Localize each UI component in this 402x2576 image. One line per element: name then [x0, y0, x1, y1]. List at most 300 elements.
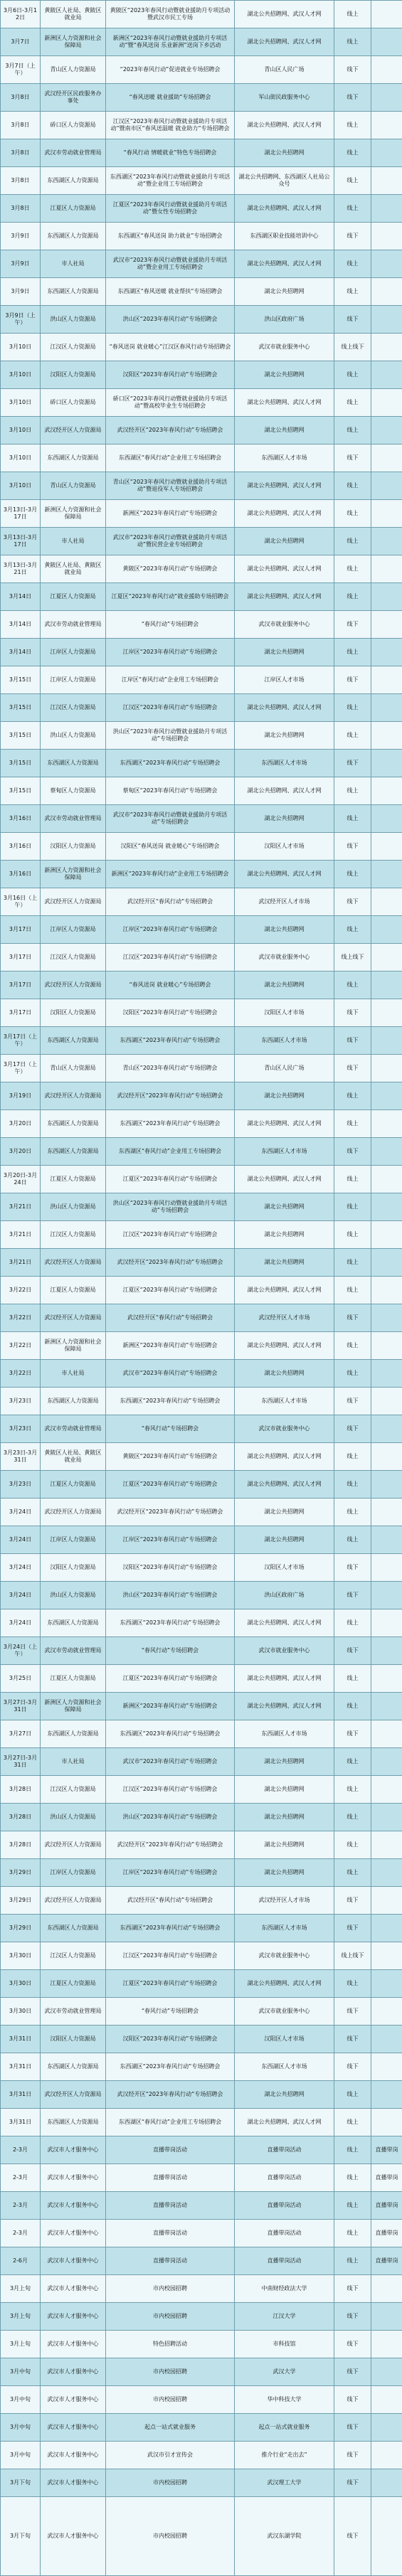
event-date: 3月15日: [1, 694, 41, 722]
event-name: 直播带岗活动: [106, 2192, 235, 2220]
event-date: 3月31日: [1, 2109, 41, 2136]
event-name: 武汉经开区“2023年春风行动”专场招聘会: [106, 2081, 235, 2109]
event-mode: 线上线下: [334, 334, 371, 361]
event-note: [371, 1166, 402, 1193]
event-name: 东西湖区“春风行动”企业用工专场招聘会: [106, 445, 235, 472]
event-note: [371, 1915, 402, 1942]
event-venue: 湖北公共招聘网: [235, 1221, 334, 1249]
table-row: [1, 916, 402, 944]
event-name: 东西湖区“2023年春风行动”专场招聘会: [106, 1915, 235, 1942]
table-row: [1, 1499, 402, 1526]
event-venue: 湖北公共招聘网、武汉人才网: [235, 500, 334, 528]
event-name: 武汉经开区“2023年春风行动”专场招聘会: [106, 417, 235, 445]
event-note: [371, 1304, 402, 1332]
event-name: 江汉区“2023年春风行动暨就业援助月专项活动”暨南市区“春风送温暖 就业助力”专场招聘会: [106, 112, 235, 139]
event-organizer: 武汉市人才服务中心: [41, 2386, 106, 2414]
event-venue: 湖北公共招聘网、东西湖区人社局公众号: [235, 167, 334, 195]
event-note: 直播带岗: [371, 2164, 402, 2192]
event-venue: 湖北公共招聘网、武汉人才网: [235, 583, 334, 611]
event-venue: 湖北公共招聘网: [235, 1831, 334, 1859]
event-note: [371, 1665, 402, 1693]
event-date: 2-3月: [1, 2220, 41, 2247]
event-date: 3月24日: [1, 1582, 41, 1609]
event-mode: 线上: [334, 167, 371, 195]
event-note: [371, 1388, 402, 1415]
event-name: 东西湖区“春风送岗 助力就业”专场招聘会: [106, 223, 235, 250]
event-organizer: 黄陂区人社局、黄陂区就业局: [41, 1, 106, 28]
event-mode: 线下: [334, 611, 371, 639]
event-name: 江岸区“2023年春风行动”专场招聘会: [106, 639, 235, 666]
event-organizer: 武汉市劳动就业管理局: [41, 139, 106, 167]
event-name: 特色招聘活动: [106, 2331, 235, 2358]
event-date: 3月13日-3月21日: [1, 555, 41, 583]
event-note: [371, 944, 402, 972]
event-venue: 湖北公共招聘网: [235, 1249, 334, 1277]
event-mode: 线上: [334, 2220, 371, 2247]
event-date: 3月8日: [1, 112, 41, 139]
event-organizer: 洪山区人力资源局: [41, 306, 106, 334]
table-row: [1, 2136, 402, 2164]
event-date: 2-3月: [1, 2192, 41, 2220]
event-organizer: 武汉市人才服务中心: [41, 2358, 106, 2386]
event-name: 武汉市“2023年春风行动”专场招聘会: [106, 1748, 235, 1776]
event-organizer: 江岸区人力资源局: [41, 1526, 106, 1554]
event-note: [371, 999, 402, 1027]
event-organizer: 新洲区人力资源和社会保障局: [41, 1332, 106, 1360]
event-organizer: 东西湖区人力资源局: [41, 1915, 106, 1942]
event-mode: 线下: [334, 2469, 371, 2497]
event-date: 3月中旬: [1, 2358, 41, 2386]
event-mode: 线下: [334, 306, 371, 334]
table-row: [1, 2247, 402, 2275]
event-mode: 线下: [334, 2386, 371, 2414]
event-venue: 湖北公共招聘网: [235, 278, 334, 306]
event-name: 洪山区“2023年春风行动暨就业援助月专项活动”专场招聘会: [106, 722, 235, 750]
event-organizer: 市人社局: [41, 528, 106, 555]
event-mode: 线下: [334, 1415, 371, 1443]
event-date: 3月30日: [1, 1998, 41, 2026]
event-name: 黄陂区“2023年春风行动暨就业援助月专项活动暨武汉市民工专场: [106, 1, 235, 28]
event-date: 3月14日: [1, 611, 41, 639]
event-organizer: 东西湖区人力资源局: [41, 445, 106, 472]
event-name: 武汉市引才宣传会: [106, 2442, 235, 2469]
event-mode: 线上: [334, 555, 371, 583]
event-note: [371, 2026, 402, 2053]
event-date: 3月15日: [1, 666, 41, 694]
event-venue: 湖北公共招聘网: [235, 528, 334, 555]
event-mode: 线上: [334, 1166, 371, 1193]
event-venue: 青山区人民广场: [235, 1055, 334, 1082]
event-note: [371, 195, 402, 223]
event-date: 3月上旬: [1, 2303, 41, 2331]
event-venue: 东西湖区职业技能培训中心: [235, 223, 334, 250]
event-note: [371, 1804, 402, 1831]
event-mode: 线下: [334, 2358, 371, 2386]
table-row: [1, 1055, 402, 1082]
event-organizer: 洪山区人力资源局: [41, 1193, 106, 1221]
event-venue: 湖北公共招聘网: [235, 1082, 334, 1110]
event-date: 3月8日: [1, 139, 41, 167]
event-name: 东西湖区“2023年春风行动”专场招聘会: [106, 1027, 235, 1055]
event-organizer: 江夏区人力资源局: [41, 1277, 106, 1304]
event-date: 3月22日: [1, 1332, 41, 1360]
event-date: 3月17日（上午）: [1, 1027, 41, 1055]
event-mode: 线下: [334, 2331, 371, 2358]
table-row: [1, 1193, 402, 1221]
event-name: 东西湖区“2023年春风行动”专场招聘会: [106, 2053, 235, 2081]
event-date: 3月17日: [1, 972, 41, 999]
event-name: 江夏区“2023年春风行动”专场招聘会: [106, 1277, 235, 1304]
event-venue: 武汉市就业服务中心: [235, 334, 334, 361]
event-organizer: 东西湖区人力资源局: [41, 1110, 106, 1138]
event-note: [371, 1970, 402, 1998]
event-name: 青山区“2023年春风行动暨就业援助月专项活动”暨退役军人专场招聘会: [106, 472, 235, 500]
event-organizer: 东西湖区人力资源局: [41, 167, 106, 195]
event-note: [371, 2469, 402, 2497]
event-mode: 线上: [334, 1, 371, 28]
event-date: 3月20日: [1, 1110, 41, 1138]
event-date: 3月31日: [1, 2026, 41, 2053]
event-date: 3月21日: [1, 1221, 41, 1249]
event-name: 武汉经开区“2023年春风行动”专场招聘会: [106, 1082, 235, 1110]
table-row: [1, 1277, 402, 1304]
event-date: 3月13日-3月17日: [1, 500, 41, 528]
event-venue: 武汉市就业服务中心: [235, 611, 334, 639]
event-note: [371, 1582, 402, 1609]
table-row: [1, 1526, 402, 1554]
event-mode: 线上: [334, 2192, 371, 2220]
event-note: [371, 112, 402, 139]
table-row: [1, 472, 402, 500]
event-mode: 线下: [334, 1388, 371, 1415]
event-note: [371, 833, 402, 861]
event-venue: 武汉经开区人才市场: [235, 1887, 334, 1915]
table-row: [1, 972, 402, 999]
event-organizer: 汉阳区人力资源局: [41, 833, 106, 861]
table-row: [1, 1776, 402, 1804]
event-organizer: 武汉市人才服务中心: [41, 2247, 106, 2275]
event-organizer: 硚口区人力资源局: [41, 389, 106, 417]
event-date: 3月19日: [1, 1082, 41, 1110]
event-name: 市内校园招聘: [106, 2358, 235, 2386]
table-row: [1, 1443, 402, 1471]
event-name: 直播带岗活动: [106, 2247, 235, 2275]
event-note: [371, 1443, 402, 1471]
table-row: [1, 1942, 402, 1970]
table-row: [1, 500, 402, 528]
event-mode: 线上: [334, 1499, 371, 1526]
table-row: [1, 1332, 402, 1360]
event-venue: 湖北公共招聘网: [235, 1776, 334, 1804]
event-name: 黄陂区“2023年春风行动”专场招聘会: [106, 555, 235, 583]
table-row: [1, 750, 402, 777]
event-mode: 线上: [334, 805, 371, 833]
table-row: [1, 2303, 402, 2331]
event-note: [371, 555, 402, 583]
event-date: 3月21日: [1, 1249, 41, 1277]
event-rows: [1, 1, 402, 2576]
table-row: [1, 2358, 402, 2386]
event-date: 3月10日: [1, 389, 41, 417]
event-date: 3月17日: [1, 916, 41, 944]
event-note: [371, 1720, 402, 1748]
event-venue: 武汉市就业服务中心: [235, 1942, 334, 1970]
table-row: [1, 2164, 402, 2192]
event-name: 东西湖区“2023年春风行动”专场招聘会: [106, 1609, 235, 1637]
event-name: “春风行动 情暖就业”特色专场招聘会: [106, 139, 235, 167]
event-date: 3月23日: [1, 1415, 41, 1443]
event-name: 江夏区“2023年春风行动”就业援助专场招聘会: [106, 583, 235, 611]
event-date: 3月28日: [1, 1831, 41, 1859]
event-organizer: 武汉市人才服务中心: [41, 2331, 106, 2358]
event-date: 3月17日（上午）: [1, 1055, 41, 1082]
event-note: [371, 1609, 402, 1637]
event-date: 3月24日: [1, 1609, 41, 1637]
event-venue: 湖北公共招聘网: [235, 2081, 334, 2109]
event-name: “春风行动”专场招聘会: [106, 1637, 235, 1665]
event-mode: 线上: [334, 777, 371, 805]
event-mode: 线下: [334, 2053, 371, 2081]
table-row: [1, 1720, 402, 1748]
event-date: 3月20日: [1, 1138, 41, 1166]
event-mode: 线下: [334, 1055, 371, 1082]
event-mode: 线上: [334, 1831, 371, 1859]
table-row: [1, 944, 402, 972]
event-note: 直播带岗: [371, 2247, 402, 2275]
table-row: [1, 250, 402, 278]
event-date: 3月16日: [1, 805, 41, 833]
event-note: [371, 417, 402, 445]
event-date: 2-3月: [1, 2136, 41, 2164]
event-name: “春风行动”专场招聘会: [106, 1998, 235, 2026]
event-note: [371, 2331, 402, 2358]
table-row: [1, 1748, 402, 1776]
event-mode: 线上: [334, 528, 371, 555]
event-name: 起点一站式就业服务: [106, 2414, 235, 2442]
event-mode: 线下: [334, 2303, 371, 2331]
table-row: [1, 694, 402, 722]
event-note: [371, 1526, 402, 1554]
event-date: 3月29日: [1, 1915, 41, 1942]
event-note: [371, 2053, 402, 2081]
event-date: 3月22日: [1, 1360, 41, 1388]
event-mode: 线上: [334, 250, 371, 278]
event-date: 3月30日: [1, 1970, 41, 1998]
event-venue: 汉阳区人才市场: [235, 833, 334, 861]
event-venue: 武汉东湖学院: [235, 2497, 334, 2576]
table-row: [1, 1831, 402, 1859]
event-venue: 直播带岗活动: [235, 2136, 334, 2164]
table-row: [1, 2414, 402, 2442]
event-note: [371, 1471, 402, 1499]
event-name: 武汉经开区“春风行动”专场招聘会: [106, 888, 235, 916]
event-date: 3月16日（上午）: [1, 888, 41, 916]
event-mode: 线上: [334, 1249, 371, 1277]
event-date: 3月7日: [1, 28, 41, 56]
event-venue: 武汉经开区人才市场: [235, 1304, 334, 1332]
event-mode: 线上: [334, 389, 371, 417]
event-organizer: 青山区人力资源局: [41, 472, 106, 500]
table-row: [1, 777, 402, 805]
event-date: 3月上旬: [1, 2275, 41, 2303]
event-organizer: 武汉市人才服务中心: [41, 2497, 106, 2576]
event-name: 江汉区“2023年春风行动”专场招聘会: [106, 1942, 235, 1970]
event-mode: 线上: [334, 1859, 371, 1887]
event-mode: 线上: [334, 139, 371, 167]
event-venue: 东西湖区人才市场: [235, 1720, 334, 1748]
table-row: [1, 1110, 402, 1138]
event-organizer: 江岸区人力资源局: [41, 916, 106, 944]
event-note: [371, 139, 402, 167]
event-organizer: 新洲区人力资源和社会保障局: [41, 1693, 106, 1720]
event-mode: 线上: [334, 28, 371, 56]
event-venue: 武汉理工大学: [235, 2469, 334, 2497]
event-organizer: 东西湖区人力资源局: [41, 750, 106, 777]
event-organizer: 江岸区人力资源局: [41, 639, 106, 666]
event-note: [371, 639, 402, 666]
event-organizer: 江汉区人力资源局: [41, 1776, 106, 1804]
event-name: 洪山区“2023年春风行动暨就业援助月专项活动”专场招聘会: [106, 1193, 235, 1221]
event-mode: 线上: [334, 639, 371, 666]
table-row: [1, 805, 402, 833]
table-row: [1, 1637, 402, 1665]
event-note: [371, 2081, 402, 2109]
event-organizer: 武汉经开区人力资源局: [41, 972, 106, 999]
table-row: [1, 2053, 402, 2081]
event-venue: 武汉大学: [235, 2358, 334, 2386]
event-date: 3月中旬: [1, 2414, 41, 2442]
event-mode: 线上: [334, 417, 371, 445]
event-mode: 线上: [334, 1471, 371, 1499]
event-mode: 线上: [334, 1443, 371, 1471]
event-mode: 线下: [334, 84, 371, 112]
event-date: 3月27日: [1, 1720, 41, 1748]
event-name: “春风行动”专场招聘会: [106, 1415, 235, 1443]
event-name: 江岸区“2023年春风行动”专场招聘会: [106, 1859, 235, 1887]
event-organizer: 武汉经开区人力资源局: [41, 1887, 106, 1915]
event-organizer: 武汉市劳动就业管理局: [41, 611, 106, 639]
event-venue: 湖北公共招聘网、武汉人才网: [235, 195, 334, 223]
table-row: [1, 2220, 402, 2247]
event-mode: 线上: [334, 1693, 371, 1720]
table-row: [1, 1582, 402, 1609]
event-organizer: 武汉经开区人力资源局: [41, 888, 106, 916]
event-organizer: 硚口区人力资源局: [41, 112, 106, 139]
event-venue: 湖北公共招聘网: [235, 722, 334, 750]
event-note: [371, 2109, 402, 2136]
event-venue: 湖北公共招聘网: [235, 1804, 334, 1831]
event-date: 3月17日: [1, 999, 41, 1027]
table-row: [1, 639, 402, 666]
event-date: 3月9日: [1, 278, 41, 306]
event-organizer: 江夏区人力资源局: [41, 1665, 106, 1693]
event-date: 3月下旬: [1, 2469, 41, 2497]
table-row: [1, 2109, 402, 2136]
event-organizer: 东西湖区人力资源局: [41, 1027, 106, 1055]
event-venue: 湖北公共招聘网: [235, 1360, 334, 1388]
event-mode: 线下: [334, 888, 371, 916]
event-date: 3月10日: [1, 361, 41, 389]
event-organizer: 蔡甸区人力资源局: [41, 777, 106, 805]
event-venue: 湖北公共招聘网: [235, 639, 334, 666]
event-name: 蔡甸区“2023年春风行动”专场招聘会: [106, 777, 235, 805]
table-row: [1, 999, 402, 1027]
table-row: [1, 833, 402, 861]
event-date: 3月10日: [1, 472, 41, 500]
table-row: [1, 334, 402, 361]
event-venue: 洪山区政府广场: [235, 1582, 334, 1609]
event-name: 东西湖区“2023年春风行动”专场招聘会: [106, 1720, 235, 1748]
event-mode: 线下: [334, 1915, 371, 1942]
table-row: [1, 2026, 402, 2053]
event-name: 江夏区“2023年春风行动”专场招聘会: [106, 1166, 235, 1193]
event-note: [371, 28, 402, 56]
event-date: 3月31日: [1, 2053, 41, 2081]
event-mode: 线下: [334, 750, 371, 777]
event-name: “春风送暖 就业援助”专场招聘会: [106, 84, 235, 112]
event-date: 3月24日: [1, 1554, 41, 1582]
event-mode: 线下: [334, 1304, 371, 1332]
event-date: 3月24日（上午）: [1, 1637, 41, 1665]
event-venue: 湖北公共招聘网、武汉人才网: [235, 1443, 334, 1471]
event-venue: 东西湖区人才市场: [235, 1388, 334, 1415]
event-mode: 线上: [334, 1360, 371, 1388]
event-mode: 线上: [334, 583, 371, 611]
event-mode: 线下: [334, 833, 371, 861]
event-note: [371, 445, 402, 472]
event-organizer: 武汉市人才服务中心: [41, 2164, 106, 2192]
event-note: [371, 500, 402, 528]
table-row: [1, 1249, 402, 1277]
event-name: 武汉经开区“2023年春风行动”专场招聘会: [106, 1249, 235, 1277]
table-row: [1, 528, 402, 555]
event-note: [371, 2442, 402, 2469]
event-venue: 直播带岗活动: [235, 2192, 334, 2220]
event-name: 武汉经开区“春风行动”专场招聘会: [106, 1887, 235, 1915]
event-note: [371, 306, 402, 334]
event-venue: 推介行业“走出去”: [235, 2442, 334, 2469]
event-venue: 湖北公共招聘网、武汉人才网: [235, 555, 334, 583]
event-organizer: 汉阳区人力资源局: [41, 2026, 106, 2053]
event-date: 2-3月: [1, 2164, 41, 2192]
table-row: [1, 56, 402, 84]
table-row: [1, 1138, 402, 1166]
table-row: [1, 666, 402, 694]
event-organizer: 武汉经开区人力资源局: [41, 1831, 106, 1859]
event-note: [371, 1942, 402, 1970]
event-date: 3月8日: [1, 167, 41, 195]
event-venue: 湖北公共招聘网、武汉人才网: [235, 1693, 334, 1720]
event-date: 3月14日: [1, 639, 41, 666]
event-mode: 线下: [334, 2275, 371, 2303]
event-name: “春风行动”专场招聘会: [106, 611, 235, 639]
event-mode: 线上: [334, 1776, 371, 1804]
event-note: [371, 750, 402, 777]
event-name: 汉阳区“春风送岗 就业暖心”专场招聘会: [106, 833, 235, 861]
event-mode: 线下: [334, 1637, 371, 1665]
event-date: 3月下旬: [1, 2497, 41, 2576]
table-row: [1, 1859, 402, 1887]
event-note: [371, 666, 402, 694]
event-note: [371, 1637, 402, 1665]
event-note: [371, 1748, 402, 1776]
event-name: 市内校园招聘: [106, 2497, 235, 2576]
event-note: [371, 1360, 402, 1388]
event-note: [371, 722, 402, 750]
event-mode: 线上: [334, 472, 371, 500]
event-name: 东西湖区“2023年春风行动暨就业援助月专项活动”暨企业用工专场招聘会: [106, 167, 235, 195]
event-mode: 线上: [334, 500, 371, 528]
